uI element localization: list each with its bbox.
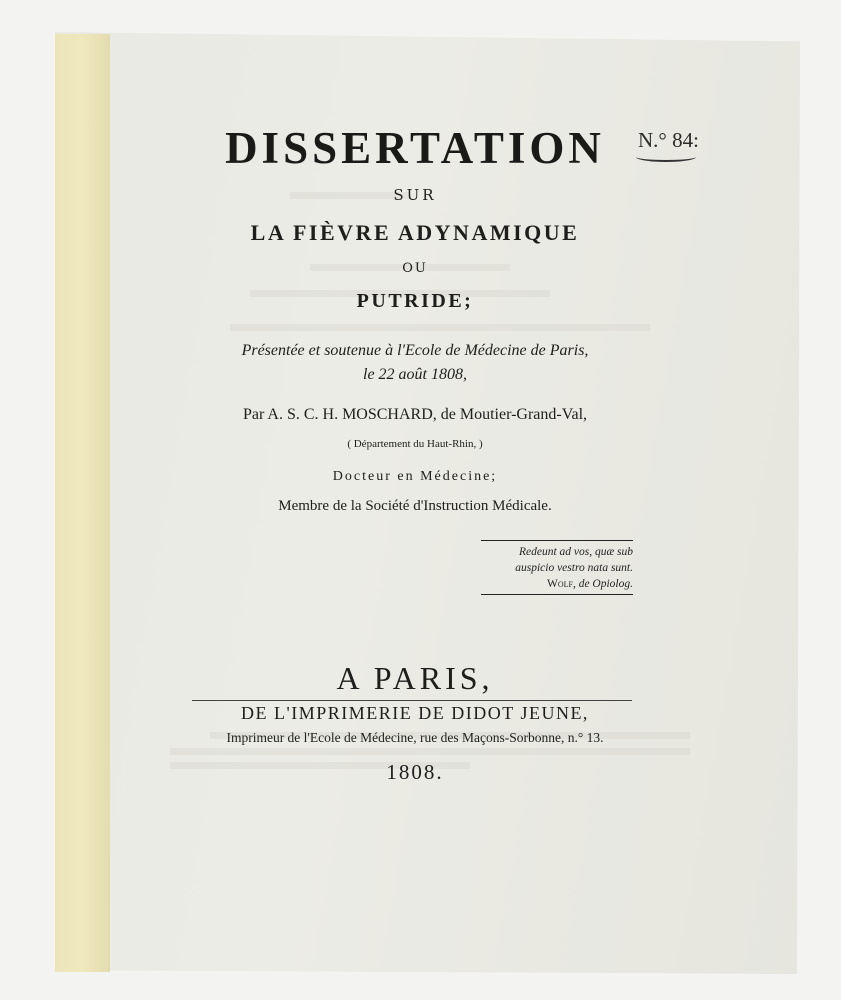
author-line: Par A. S. C. H. MOSCHARD, de Moutier-Grand-Val, [242,406,588,423]
date-line: le 22 août 1808, [363,366,467,383]
address-line: Imprimeur de l'Ecole de Médecine, rue des Maçons-Sorbonne, n.° 13. [226,730,604,745]
epigraph-attribution [481,576,633,592]
conjunction-sur: SUR [393,186,437,204]
member-line: Membre de la Société d'Instruction Médicale. [278,498,552,514]
degree-line: Docteur en Médecine; [332,469,498,484]
catalog-number-text: N.° 84: [638,128,699,152]
presented-line: Présentée et soutenue à l'Ecole de Médecine de Paris, [241,342,589,359]
conjunction-ou: OU [402,261,428,276]
brace-underline [636,152,696,162]
epigraph-work: , de Opiolog. [572,578,633,590]
title-page [110,32,800,972]
catalog-number [638,128,699,153]
epigraph-line-1: Redeunt ad vos, quæ sub [518,546,633,558]
epigraph [481,540,633,595]
printer-line: DE L'IMPRIMERIE DE DIDOT JEUNE, [241,703,589,723]
department-line: ( Département du Haut-Rhin, ) [347,438,483,450]
subject-line-2: PUTRIDE; [356,290,474,312]
binding-spine [55,34,110,972]
place-line: A PARIS, [336,660,494,696]
divider-rule [192,700,632,701]
epigraph-line-2: auspicio vestro nata sunt. [515,562,633,574]
document-title: DISSERTATION [225,123,605,173]
subject-line: LA FIÈVRE ADYNAMIQUE [250,220,580,245]
year-line: 1808. [386,760,444,784]
epigraph-author: Wolf [546,578,573,590]
